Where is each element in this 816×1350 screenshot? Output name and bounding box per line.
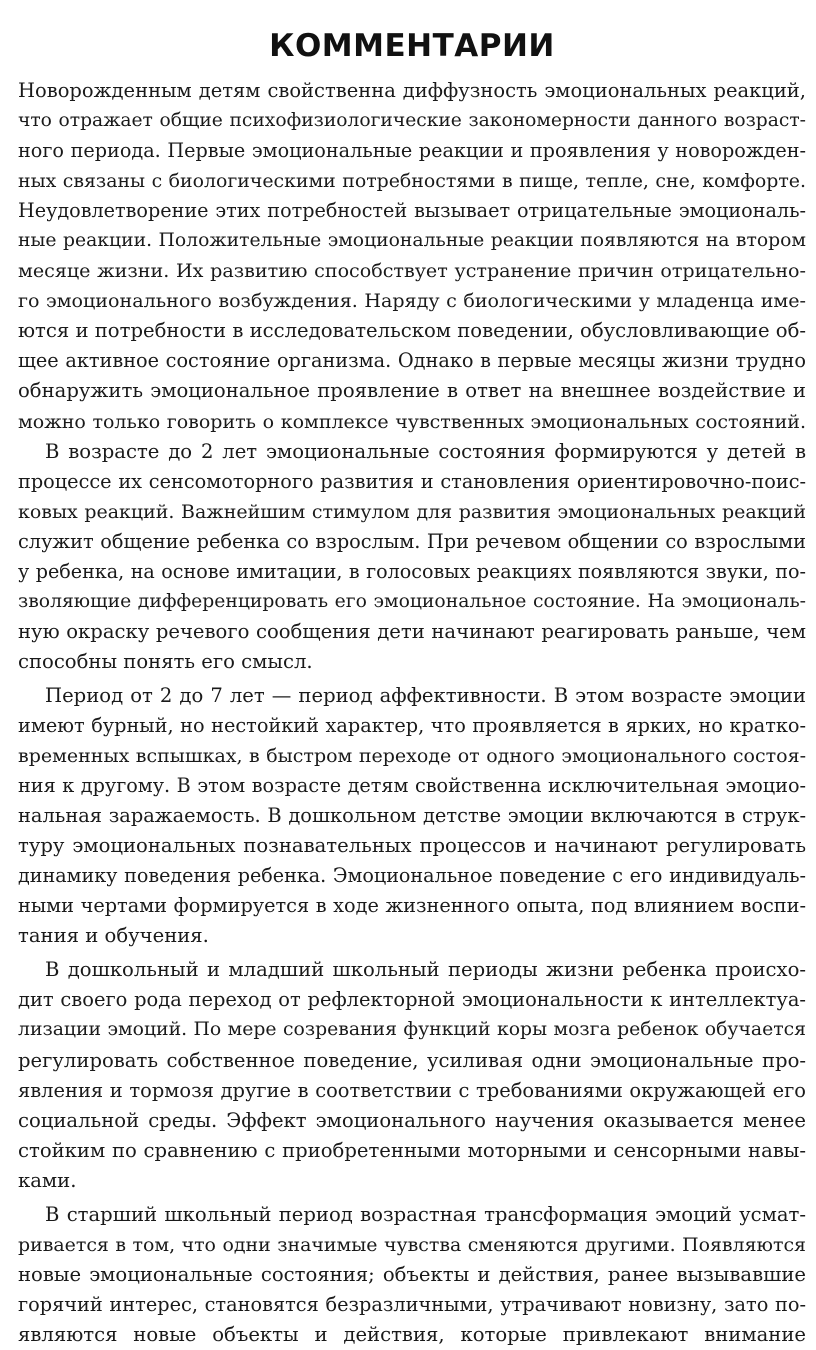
text-line: ривается в том, что одни значимые чувства сменяются другими. Появляются [18,1233,806,1256]
text-line: ками. [18,1168,77,1192]
text-line: ния к другому. В этом возрасте детям свойственна исключительная эмоцио- [18,774,806,798]
paragraph-5 [18,1200,806,1350]
text-line: что отражает общие психофизиологические закономерности данного возраст- [18,110,806,132]
text-line: регулировать собственное поведение, усиливая одни эмоциональные про- [18,1048,806,1072]
text-line: В дошкольный и младший школьный периоды жизни ребенка происхо- [45,958,806,982]
text-line: ными чертами формируется в ходе жизненного опыта, под влиянием воспи- [18,894,806,918]
text-line: обнаружить эмоциональное проявление в ответ на внешнее воздействие и [18,379,806,403]
paragraph-2 [18,437,806,677]
text-line: ного периода. Первые эмоциональные реакции и проявления у новорожден- [18,139,806,163]
text-line: нальная заражаемость. В дошкольном детстве эмоции включаются в струк- [18,804,806,828]
text-line: ные реакции. Положительные эмоциональные реакции появляются на втором [18,230,806,252]
text-line: Период от 2 до 7 лет — период аффективности. В этом возрасте эмоции [45,683,806,707]
text-line: можно только говорить о комплексе чувственных эмоциональных состояний. [18,410,806,433]
text-line: щее активное состояние организма. Однако в первые месяцы жизни трудно [18,349,806,373]
page-title: КОММЕНТАРИИ [269,28,555,64]
text-line: способны понять его смысл. [18,649,313,673]
text-line: стойким по сравнению с приобретенными моторными и сенсорными навы- [18,1138,806,1162]
text-line: ковых реакций. Важнейшим стимулом для развития эмоциональных реакций [18,500,806,523]
text-line: Новорожденным детям свойственна диффузность эмоциональных реакций, [18,79,806,102]
text-line: В возрасте до 2 лет эмоциональные состояния формируются у детей в [45,439,806,463]
text-line: зволяющие дифференцировать его эмоциональное состояние. На эмоциональ- [18,590,806,612]
text-line: имеют бурный, но нестойкий характер, что проявляется в ярких, но кратко- [18,713,806,737]
text-line: у ребенка, на основе имитации, в голосовых реакциях появляются звуки, по- [18,559,806,583]
text-line: ную окраску речевого сообщения дети начинают реагировать раньше, чем [18,619,806,643]
text-line: новые эмоциональные состояния; объекты и действия, ранее вызывавшие [18,1262,806,1286]
paragraph-4 [18,955,806,1195]
text-line: Неудовлетворение этих потребностей вызывает отрицательные эмоциональ- [18,199,806,223]
text-line: ных связаны с биологическими потребностями в пище, тепле, сне, комфорте. [18,170,806,193]
text-line: явления и тормозя другие в соответствии с требованиями окружающей его [18,1078,806,1102]
text-line: являются новые объекты и действия, которые привлекают внимание [18,1322,806,1346]
text-line: процессе их сенсомоторного развития и становления ориентировочно-поис- [18,469,806,493]
paragraph-3 [18,681,806,951]
text-line: В старший школьный период возрастная трансформация эмоций усмат- [45,1202,806,1226]
text-line: динамику поведения ребенка. Эмоциональное поведение с его индивидуаль- [18,864,806,888]
text-line: тания и обучения. [18,924,209,948]
text-line: дит своего рода переход от рефлекторной эмоциональности к интеллектуа- [18,988,806,1012]
text-line: горячий интерес, становятся безразличными, утрачивают новизну, зато по- [18,1292,806,1316]
text-line: го эмоционального возбуждения. Наряду с биологическими у младенца име- [18,290,806,313]
text-line: временных вспышках, в быстром переходе от одного эмоционального состоя- [18,745,806,768]
text-line: месяце жизни. Их развитию способствует устранение причин отрицательно- [18,259,806,283]
paragraph-1 [18,76,806,437]
text-line: служит общение ребенка со взрослым. При речевом общении со взрослыми [18,529,806,553]
text-line: лизации эмоций. По мере созревания функций коры мозга ребенок обучается [18,1019,806,1041]
text-line: социальной среды. Эффект эмоционального научения оказывается менее [18,1108,806,1132]
text-line: ются и потребности в исследовательском поведении, обусловливающие об- [18,319,806,343]
text-line: туру эмоциональных познавательных процессов и начинают регулировать [18,834,806,858]
